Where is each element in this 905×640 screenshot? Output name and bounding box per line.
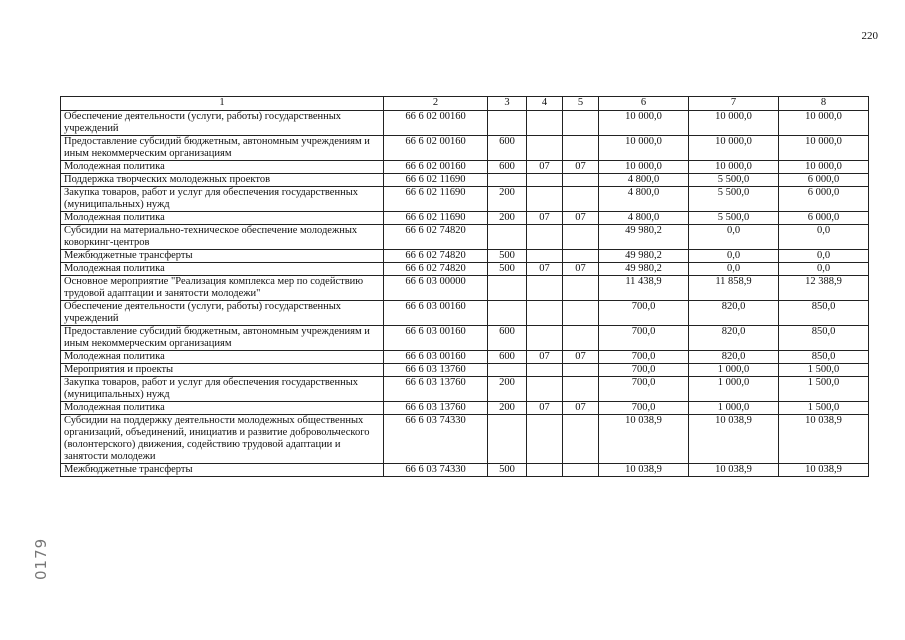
- row-name-cell: Обеспечение деятельности (услуги, работы) государственных учреждений: [61, 111, 384, 136]
- amount-col8-cell: 10 038,9: [779, 415, 869, 464]
- target-article-cell: 66 6 02 00160: [384, 161, 488, 174]
- subsection-cell: [563, 174, 599, 187]
- amount-col7-cell: 5 500,0: [689, 187, 779, 212]
- section-cell: [527, 326, 563, 351]
- section-cell: 07: [527, 351, 563, 364]
- section-cell: [527, 415, 563, 464]
- row-name-cell: Молодежная политика: [61, 263, 384, 276]
- side-stamp: 0179: [32, 537, 50, 580]
- section-cell: 07: [527, 212, 563, 225]
- row-name-cell: Обеспечение деятельности (услуги, работы) государственных учреждений: [61, 301, 384, 326]
- table-row: [61, 225, 869, 250]
- expense-type-cell: [488, 276, 527, 301]
- section-cell: 07: [527, 402, 563, 415]
- target-article-cell: 66 6 02 11690: [384, 212, 488, 225]
- page-number: 220: [861, 30, 878, 42]
- table-row: [61, 212, 869, 225]
- amount-col8-cell: 12 388,9: [779, 276, 869, 301]
- amount-col7-cell: 820,0: [689, 301, 779, 326]
- amount-col6-cell: 4 800,0: [599, 212, 689, 225]
- subsection-cell: [563, 250, 599, 263]
- row-name-cell: Субсидии на материально-техническое обеспечение молодежных коворкинг-центров: [61, 225, 384, 250]
- amount-col6-cell: 10 000,0: [599, 161, 689, 174]
- column-header: 7: [689, 97, 779, 111]
- section-cell: [527, 250, 563, 263]
- amount-col6-cell: 49 980,2: [599, 263, 689, 276]
- section-cell: [527, 364, 563, 377]
- table-row: [61, 464, 869, 477]
- expense-type-cell: [488, 415, 527, 464]
- expense-type-cell: 600: [488, 136, 527, 161]
- table-row: [61, 111, 869, 136]
- row-name-cell: Субсидии на поддержку деятельности молодежных общественных организаций, объединений, инициатив и развитие добровольческого (волонтерского) движения, содействию трудовой адаптации и занятости молодежи: [61, 415, 384, 464]
- amount-col6-cell: 10 000,0: [599, 136, 689, 161]
- expense-type-cell: 600: [488, 326, 527, 351]
- amount-col6-cell: 700,0: [599, 301, 689, 326]
- amount-col7-cell: 10 000,0: [689, 136, 779, 161]
- amount-col7-cell: 5 500,0: [689, 174, 779, 187]
- table-row: [61, 276, 869, 301]
- expense-type-cell: [488, 225, 527, 250]
- amount-col6-cell: 10 038,9: [599, 464, 689, 477]
- table-row: [61, 326, 869, 351]
- amount-col8-cell: 10 000,0: [779, 111, 869, 136]
- column-header: 1: [61, 97, 384, 111]
- expense-type-cell: [488, 174, 527, 187]
- expense-type-cell: 600: [488, 351, 527, 364]
- section-cell: 07: [527, 161, 563, 174]
- amount-col8-cell: 6 000,0: [779, 174, 869, 187]
- amount-col6-cell: 700,0: [599, 377, 689, 402]
- amount-col6-cell: 4 800,0: [599, 174, 689, 187]
- column-header: 2: [384, 97, 488, 111]
- amount-col7-cell: 5 500,0: [689, 212, 779, 225]
- section-cell: [527, 174, 563, 187]
- table-row: [61, 263, 869, 276]
- amount-col8-cell: 10 000,0: [779, 161, 869, 174]
- row-name-cell: Межбюджетные трансферты: [61, 464, 384, 477]
- table-row: [61, 174, 869, 187]
- table-row: [61, 364, 869, 377]
- target-article-cell: 66 6 02 74820: [384, 250, 488, 263]
- subsection-cell: 07: [563, 351, 599, 364]
- row-name-cell: Мероприятия и проекты: [61, 364, 384, 377]
- table-row: [61, 250, 869, 263]
- subsection-cell: 07: [563, 212, 599, 225]
- subsection-cell: [563, 464, 599, 477]
- table-row: [61, 136, 869, 161]
- amount-col6-cell: 700,0: [599, 402, 689, 415]
- table-row: [61, 415, 869, 464]
- row-name-cell: Молодежная политика: [61, 212, 384, 225]
- expense-type-cell: 500: [488, 250, 527, 263]
- column-header: 6: [599, 97, 689, 111]
- amount-col7-cell: 10 000,0: [689, 161, 779, 174]
- target-article-cell: 66 6 03 00160: [384, 351, 488, 364]
- row-name-cell: Предоставление субсидий бюджетным, автономным учреждениям и иным некоммерческим организациям: [61, 326, 384, 351]
- amount-col6-cell: 10 038,9: [599, 415, 689, 464]
- row-name-cell: Закупка товаров, работ и услуг для обеспечения государственных (муниципальных) нужд: [61, 377, 384, 402]
- target-article-cell: 66 6 02 11690: [384, 187, 488, 212]
- row-name-cell: Поддержка творческих молодежных проектов: [61, 174, 384, 187]
- amount-col6-cell: 700,0: [599, 326, 689, 351]
- amount-col8-cell: 10 038,9: [779, 464, 869, 477]
- subsection-cell: [563, 276, 599, 301]
- target-article-cell: 66 6 03 13760: [384, 364, 488, 377]
- amount-col8-cell: 10 000,0: [779, 136, 869, 161]
- amount-col8-cell: 0,0: [779, 225, 869, 250]
- section-cell: [527, 276, 563, 301]
- table-row: [61, 402, 869, 415]
- amount-col7-cell: 0,0: [689, 225, 779, 250]
- amount-col7-cell: 0,0: [689, 263, 779, 276]
- amount-col8-cell: 850,0: [779, 351, 869, 364]
- subsection-cell: [563, 187, 599, 212]
- target-article-cell: 66 6 03 00000: [384, 276, 488, 301]
- target-article-cell: 66 6 02 11690: [384, 174, 488, 187]
- section-cell: [527, 377, 563, 402]
- target-article-cell: 66 6 03 74330: [384, 415, 488, 464]
- amount-col6-cell: 4 800,0: [599, 187, 689, 212]
- amount-col8-cell: 1 500,0: [779, 364, 869, 377]
- target-article-cell: 66 6 03 13760: [384, 402, 488, 415]
- section-cell: [527, 464, 563, 477]
- amount-col8-cell: 0,0: [779, 263, 869, 276]
- amount-col7-cell: 820,0: [689, 351, 779, 364]
- amount-col7-cell: 10 038,9: [689, 464, 779, 477]
- subsection-cell: 07: [563, 263, 599, 276]
- row-name-cell: Предоставление субсидий бюджетным, автономным учреждениям и иным некоммерческим организациям: [61, 136, 384, 161]
- target-article-cell: 66 6 02 00160: [384, 111, 488, 136]
- row-name-cell: Межбюджетные трансферты: [61, 250, 384, 263]
- subsection-cell: 07: [563, 161, 599, 174]
- target-article-cell: 66 6 02 74820: [384, 225, 488, 250]
- expense-type-cell: [488, 111, 527, 136]
- table-row: [61, 301, 869, 326]
- subsection-cell: [563, 225, 599, 250]
- subsection-cell: 07: [563, 402, 599, 415]
- target-article-cell: 66 6 03 74330: [384, 464, 488, 477]
- expense-type-cell: 200: [488, 187, 527, 212]
- column-header: 8: [779, 97, 869, 111]
- table-row: [61, 377, 869, 402]
- table-row: [61, 187, 869, 212]
- target-article-cell: 66 6 02 00160: [384, 136, 488, 161]
- subsection-cell: [563, 301, 599, 326]
- expense-type-cell: 500: [488, 263, 527, 276]
- column-header: 4: [527, 97, 563, 111]
- amount-col7-cell: 820,0: [689, 326, 779, 351]
- expense-type-cell: [488, 364, 527, 377]
- amount-col7-cell: 1 000,0: [689, 377, 779, 402]
- amount-col8-cell: 1 500,0: [779, 402, 869, 415]
- section-cell: [527, 225, 563, 250]
- expense-type-cell: 200: [488, 377, 527, 402]
- expense-type-cell: 500: [488, 464, 527, 477]
- table-row: [61, 161, 869, 174]
- amount-col6-cell: 10 000,0: [599, 111, 689, 136]
- column-header: 5: [563, 97, 599, 111]
- amount-col8-cell: 6 000,0: [779, 212, 869, 225]
- subsection-cell: [563, 377, 599, 402]
- subsection-cell: [563, 326, 599, 351]
- target-article-cell: 66 6 02 74820: [384, 263, 488, 276]
- subsection-cell: [563, 136, 599, 161]
- expense-type-cell: [488, 301, 527, 326]
- amount-col7-cell: 1 000,0: [689, 364, 779, 377]
- section-cell: [527, 301, 563, 326]
- amount-col8-cell: 6 000,0: [779, 187, 869, 212]
- amount-col6-cell: 11 438,9: [599, 276, 689, 301]
- expense-type-cell: 200: [488, 212, 527, 225]
- target-article-cell: 66 6 03 13760: [384, 377, 488, 402]
- amount-col7-cell: 1 000,0: [689, 402, 779, 415]
- amount-col8-cell: 0,0: [779, 250, 869, 263]
- amount-col7-cell: 11 858,9: [689, 276, 779, 301]
- amount-col6-cell: 49 980,2: [599, 250, 689, 263]
- subsection-cell: [563, 111, 599, 136]
- column-header: 3: [488, 97, 527, 111]
- row-name-cell: Молодежная политика: [61, 402, 384, 415]
- amount-col7-cell: 10 000,0: [689, 111, 779, 136]
- row-name-cell: Основное мероприятие "Реализация комплекса мер по содействию трудовой адаптации и занятости молодежи": [61, 276, 384, 301]
- row-name-cell: Молодежная политика: [61, 351, 384, 364]
- expense-type-cell: 600: [488, 161, 527, 174]
- target-article-cell: 66 6 03 00160: [384, 301, 488, 326]
- amount-col7-cell: 0,0: [689, 250, 779, 263]
- subsection-cell: [563, 364, 599, 377]
- budget-table: [60, 96, 869, 477]
- amount-col6-cell: 700,0: [599, 351, 689, 364]
- table-body: [61, 111, 869, 477]
- amount-col6-cell: 49 980,2: [599, 225, 689, 250]
- section-cell: [527, 111, 563, 136]
- row-name-cell: Закупка товаров, работ и услуг для обеспечения государственных (муниципальных) нужд: [61, 187, 384, 212]
- amount-col8-cell: 850,0: [779, 326, 869, 351]
- amount-col8-cell: 850,0: [779, 301, 869, 326]
- section-cell: [527, 187, 563, 212]
- target-article-cell: 66 6 03 00160: [384, 326, 488, 351]
- expense-type-cell: 200: [488, 402, 527, 415]
- table-row: [61, 351, 869, 364]
- header-row: [61, 97, 869, 111]
- amount-col6-cell: 700,0: [599, 364, 689, 377]
- row-name-cell: Молодежная политика: [61, 161, 384, 174]
- amount-col8-cell: 1 500,0: [779, 377, 869, 402]
- subsection-cell: [563, 415, 599, 464]
- amount-col7-cell: 10 038,9: [689, 415, 779, 464]
- section-cell: 07: [527, 263, 563, 276]
- section-cell: [527, 136, 563, 161]
